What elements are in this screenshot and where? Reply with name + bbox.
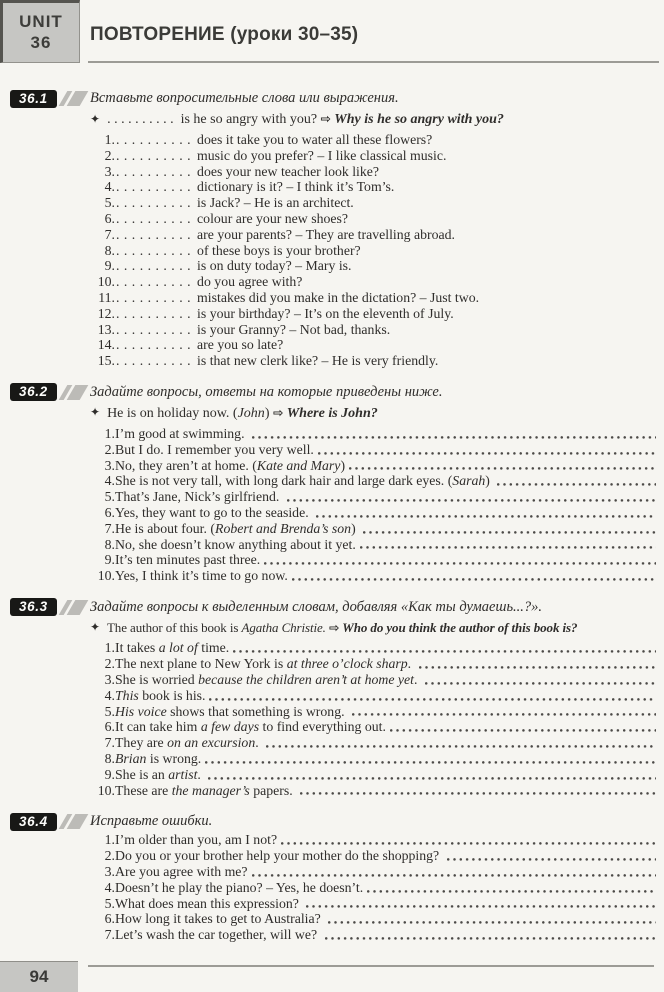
dotted-leader xyxy=(367,890,656,893)
item-number: 5. xyxy=(104,895,115,911)
dotted-leader xyxy=(360,546,656,549)
item-text xyxy=(197,243,361,259)
item-text xyxy=(115,767,204,783)
exercise-item xyxy=(90,719,658,735)
item-text xyxy=(197,274,302,290)
item-text-segment: on an excursion xyxy=(167,735,256,751)
item-text-segment: How long it takes to get to Australia? xyxy=(115,911,325,927)
item-text-segment: Sarah xyxy=(452,473,486,489)
item-text xyxy=(197,179,394,195)
gap-dots: . . . . . . . . . . xyxy=(116,179,192,195)
item-text xyxy=(115,896,302,912)
dotted-leader xyxy=(252,436,656,439)
item-text-segment: . xyxy=(413,672,421,688)
gap-dots: . . . . . . . . . . xyxy=(116,289,192,305)
item-text-segment: artist xyxy=(168,766,198,782)
item-text-segment: ) xyxy=(351,520,360,536)
item-text xyxy=(115,442,314,458)
item-number: 13. xyxy=(97,321,115,337)
dotted-leader xyxy=(266,745,656,748)
dotted-leader xyxy=(419,666,656,669)
gap-dots: . . . . . . . . . . xyxy=(116,337,192,353)
item-number: 10. xyxy=(97,274,115,290)
item-number: 3. xyxy=(104,457,115,473)
section-number-badge: 36.2 xyxy=(10,383,57,401)
exercise-item xyxy=(90,258,658,274)
item-text-segment: music do you prefer? – I like classical music. xyxy=(197,147,447,163)
item-text-segment: do you agree with? xyxy=(197,274,303,290)
gap-dots: . . . . . . . . . . xyxy=(116,163,192,179)
item-text-segment: time. xyxy=(197,640,230,656)
exercise-item xyxy=(90,911,658,927)
item-number: 9. xyxy=(104,766,115,782)
item-text-segment: It takes xyxy=(115,640,159,656)
item-text-segment: Do you or your brother help your mother do the shopping? xyxy=(115,848,443,864)
example-text: ⇨ xyxy=(320,111,332,126)
item-text xyxy=(115,880,363,896)
item-text xyxy=(197,258,351,274)
item-text xyxy=(197,227,455,243)
item-number: 9. xyxy=(104,552,115,568)
dotted-leader xyxy=(328,921,656,924)
exercise-item xyxy=(90,164,658,180)
item-text xyxy=(115,537,356,553)
exercise-item xyxy=(90,489,658,505)
exercise-item xyxy=(90,458,658,474)
item-text-segment: colour are your new shoes? xyxy=(197,210,348,226)
section-instruction: Задайте вопросы, ответы на которые приведены ниже. xyxy=(90,383,443,400)
item-text-segment: dictionary is it? – I think it’s Tom’s. xyxy=(197,179,395,195)
item-text xyxy=(115,719,386,735)
gap-dots: . . . . . . . . . . xyxy=(116,210,192,226)
item-number: 1. xyxy=(104,832,115,848)
exercise-item xyxy=(90,640,658,656)
item-text xyxy=(197,322,390,338)
exercise-item xyxy=(90,322,658,338)
item-text xyxy=(115,783,296,799)
item-text-segment: is that new clerk like? – He is very friendly. xyxy=(197,353,439,369)
item-text-segment: She is an xyxy=(115,766,169,782)
exercise-item xyxy=(90,783,658,799)
title-rule xyxy=(88,61,659,63)
item-number: 2. xyxy=(104,147,115,163)
item-text-segment: Doesn’t he play the piano? – Yes, he doesn’t. xyxy=(115,879,364,895)
example-text: Agatha Christie. xyxy=(241,619,326,635)
gap-dots: . . . . . . . . . . xyxy=(116,195,192,211)
item-text-segment: Are you agree with me? xyxy=(115,863,248,879)
item-text-segment: Yes, they want to go to the seaside. xyxy=(115,504,313,520)
exercise-items xyxy=(90,132,658,369)
item-text-segment: are your parents? – They are travelling abroad. xyxy=(197,226,455,242)
item-text-segment: to find everything out. xyxy=(259,719,386,735)
item-text xyxy=(115,688,205,704)
item-text xyxy=(115,832,277,848)
exercise-item xyxy=(90,179,658,195)
item-number: 8. xyxy=(104,751,115,766)
exercise-item xyxy=(90,306,658,322)
item-text-segment: They are xyxy=(115,735,168,751)
item-text xyxy=(115,505,312,521)
dotted-leader xyxy=(349,467,656,470)
item-text-segment: at three o’clock sharp xyxy=(286,656,408,672)
dotted-leader xyxy=(425,682,656,685)
item-number: 7. xyxy=(104,520,115,536)
gap-dots: . . . . . . . . . . xyxy=(116,242,192,258)
item-number: 2. xyxy=(104,848,115,864)
item-number: 1. xyxy=(104,425,115,441)
item-text-segment: papers. xyxy=(249,782,297,798)
exercise-item xyxy=(90,195,658,211)
item-number: 7. xyxy=(104,735,115,751)
exercise-section-36.4 xyxy=(0,812,664,943)
exercise-item xyxy=(90,735,658,751)
exercise-section-36.3 xyxy=(0,598,664,798)
page-title: ПОВТОРЕНИЕ (уроки 30–35) xyxy=(90,24,359,45)
item-number: 8. xyxy=(104,242,115,258)
item-text xyxy=(197,306,454,322)
exercise-item xyxy=(90,337,658,353)
unit-number: 36 xyxy=(30,32,52,52)
item-text xyxy=(197,337,283,353)
item-text-segment: shows that something is wrong. xyxy=(166,703,348,719)
item-number: 6. xyxy=(104,911,115,927)
unit-number-box xyxy=(0,0,80,63)
exercise-item xyxy=(90,568,658,584)
example-text: . . . . . . . . . . is he so angry with you? xyxy=(107,112,321,127)
exercise-item xyxy=(90,880,658,896)
dotted-leader xyxy=(287,499,656,502)
exercise-item xyxy=(90,767,658,783)
dotted-leader xyxy=(447,858,656,861)
item-text-segment: What does mean this expression? xyxy=(115,895,303,911)
gap-dots: . . . . . . . . . . xyxy=(116,353,192,369)
example-text: Why is he so angry with you? xyxy=(331,112,504,127)
item-text-segment: Yes, I think it’s time to go now. xyxy=(115,568,288,584)
item-number: 5. xyxy=(104,489,115,505)
item-text-segment: The next plane to New York is xyxy=(115,656,287,672)
item-text-segment: But I do. I remember you very well. xyxy=(115,441,314,457)
item-text-segment: It can take him xyxy=(115,719,201,735)
gap-dots: . . . . . . . . . . xyxy=(116,147,192,163)
section-badge xyxy=(10,599,84,616)
gap-dots: . . . . . . . . . . xyxy=(116,258,192,274)
item-number: 3. xyxy=(104,672,115,688)
item-text-segment: No, they aren’t at home. ( xyxy=(115,457,257,473)
item-number: 1. xyxy=(104,132,115,147)
section-number-badge: 36.4 xyxy=(10,813,57,831)
example-text: Who do you think the author of this book is? xyxy=(339,619,578,635)
exercise-item xyxy=(90,704,658,720)
exercise-item xyxy=(90,537,658,553)
exercise-item xyxy=(90,227,658,243)
item-text-segment: It’s ten minutes past three. xyxy=(115,552,261,568)
example-text: John xyxy=(237,405,265,421)
example-line xyxy=(90,109,658,129)
item-number: 14. xyxy=(97,337,115,353)
dotted-leader xyxy=(252,874,656,877)
item-text xyxy=(115,751,201,767)
exercise-item xyxy=(90,688,658,704)
item-text-segment: book is his. xyxy=(138,687,206,703)
item-text xyxy=(115,568,288,584)
item-number: 8. xyxy=(104,536,115,552)
item-text-segment: is Jack? – He is an architect. xyxy=(197,195,354,211)
item-number: 6. xyxy=(104,719,115,735)
item-text-segment: ) xyxy=(485,473,494,489)
exercise-section-36.1 xyxy=(0,89,664,369)
item-text-segment: Let’s wash the car together, will we? xyxy=(115,927,321,943)
dotted-leader xyxy=(306,905,656,908)
item-number: 1. xyxy=(104,640,115,656)
example-star-icon: ✦ xyxy=(90,620,100,635)
item-text-segment: mistakes did you make in the dictation? – Just two. xyxy=(197,289,480,305)
exercise-item xyxy=(90,521,658,537)
gap-dots: . . . . . . . . . . xyxy=(116,305,192,321)
exercise-item xyxy=(90,426,658,442)
exercise-item xyxy=(90,274,658,290)
item-text-segment: because the children aren’t at home yet xyxy=(198,672,414,688)
item-text xyxy=(115,640,229,656)
item-text xyxy=(115,656,415,672)
item-text-segment: She is not very tall, with long dark hair and large dark eyes. ( xyxy=(115,473,453,489)
item-number: 10. xyxy=(97,568,115,584)
dotted-leader xyxy=(264,562,656,565)
item-text xyxy=(197,353,438,369)
gap-dots: . . . . . . . . . . xyxy=(116,226,192,242)
dotted-leader xyxy=(205,761,656,764)
item-number: 9. xyxy=(104,258,115,274)
footer-rule xyxy=(88,965,654,967)
exercise-item xyxy=(90,353,658,369)
section-badge xyxy=(10,813,84,830)
item-text-segment: That’s Jane, Nick’s girlfriend. xyxy=(115,489,283,505)
item-text xyxy=(115,704,348,720)
item-number: 10. xyxy=(97,782,115,798)
item-text xyxy=(197,195,354,211)
item-number: 6. xyxy=(104,210,115,226)
item-number: 6. xyxy=(104,504,115,520)
item-text xyxy=(197,148,446,164)
dotted-leader xyxy=(292,578,656,581)
item-text xyxy=(115,552,260,568)
example-text: ⇨ xyxy=(329,619,340,635)
dotted-leader xyxy=(325,937,656,940)
item-number: 4. xyxy=(104,179,115,195)
exercise-item xyxy=(90,473,658,489)
exercise-item xyxy=(90,148,658,164)
page-number: 94 xyxy=(29,967,49,986)
item-text-segment: . xyxy=(197,766,205,782)
exercise-item xyxy=(90,132,658,148)
dotted-leader xyxy=(300,792,656,795)
exercise-section-36.2 xyxy=(0,383,664,584)
item-text xyxy=(115,848,443,864)
item-number: 3. xyxy=(104,163,115,179)
item-number: 7. xyxy=(104,226,115,242)
unit-label: UNIT xyxy=(19,11,63,31)
dotted-leader xyxy=(208,777,656,780)
item-number: 4. xyxy=(104,687,115,703)
dotted-leader xyxy=(363,531,656,534)
exercise-item xyxy=(90,290,658,306)
item-text-segment: does it take you to water all these flowers? xyxy=(197,132,433,147)
item-text-segment: His voice xyxy=(115,703,167,719)
section-badge xyxy=(10,384,84,401)
dotted-leader xyxy=(390,729,656,732)
exercise-item xyxy=(90,751,658,767)
exercise-item xyxy=(90,505,658,521)
item-text xyxy=(115,521,359,537)
item-number: 12. xyxy=(97,305,115,321)
item-text-segment: I’m older than you, am I not? xyxy=(115,832,278,848)
item-text-segment: She is worried xyxy=(115,672,199,688)
item-text-segment: a lot of xyxy=(158,640,198,656)
dotted-leader xyxy=(281,842,656,845)
exercise-item xyxy=(90,211,658,227)
item-number: 15. xyxy=(97,353,115,369)
item-text-segment: . xyxy=(407,656,415,672)
exercise-item xyxy=(90,848,658,864)
item-text xyxy=(115,864,248,880)
item-text xyxy=(115,426,248,442)
item-text xyxy=(197,211,348,227)
section-instruction: Исправьте ошибки. xyxy=(90,813,213,830)
item-text-segment: is your birthday? – It’s on the eleventh of July. xyxy=(197,305,454,321)
example-text: He is on holiday now. ( xyxy=(107,405,238,421)
item-text-segment: is on duty today? – Mary is. xyxy=(197,258,352,274)
item-number: 7. xyxy=(104,927,115,943)
item-number: 5. xyxy=(104,703,115,719)
exercise-item xyxy=(90,552,658,568)
dotted-leader xyxy=(352,713,656,716)
item-text-segment: . xyxy=(255,735,263,751)
item-text-segment: Brian xyxy=(115,751,147,766)
item-text-segment: Robert and Brenda’s son xyxy=(215,520,352,536)
exercise-item xyxy=(90,896,658,912)
gap-dots: . . . . . . . . . . xyxy=(116,132,192,147)
exercise-item xyxy=(90,672,658,688)
item-text-segment: is your Granny? – Not bad, thanks. xyxy=(197,321,391,337)
section-number-badge: 36.1 xyxy=(10,90,57,108)
exercise-item xyxy=(90,656,658,672)
page-number-box xyxy=(0,961,78,992)
item-text-segment: This xyxy=(115,687,139,703)
item-text-segment: does your new teacher look like? xyxy=(197,163,380,179)
item-text xyxy=(115,735,262,751)
item-text-segment: of these boys is your brother? xyxy=(197,242,361,258)
item-text xyxy=(197,132,432,148)
exercise-items xyxy=(90,832,658,943)
exercise-item xyxy=(90,832,658,848)
sections xyxy=(0,64,664,943)
example-star-icon: ✦ xyxy=(90,111,101,126)
gap-dots: . . . . . . . . . . xyxy=(116,321,192,337)
item-number: 11. xyxy=(98,289,115,305)
item-number: 2. xyxy=(104,441,115,457)
dotted-leader xyxy=(209,698,656,701)
example-text: ⇨ xyxy=(272,404,284,420)
dotted-leader xyxy=(316,515,656,518)
exercise-items xyxy=(90,640,658,798)
gap-dots: . . . . . . . . . . xyxy=(116,274,192,290)
dotted-leader xyxy=(318,452,656,455)
example-text: ) xyxy=(264,405,273,421)
item-text xyxy=(115,473,493,489)
item-text xyxy=(197,290,479,306)
item-text-segment: He is about four. ( xyxy=(115,520,216,536)
item-text-segment: a few days xyxy=(200,719,260,735)
item-text-segment: is wrong. xyxy=(146,751,202,766)
item-text xyxy=(115,489,283,505)
example-line xyxy=(90,403,658,423)
exercise-item xyxy=(90,864,658,880)
exercise-item xyxy=(90,927,658,943)
section-instruction: Вставьте вопросительные слова или выражения. xyxy=(90,90,399,106)
section-badge xyxy=(10,90,84,107)
exercise-item xyxy=(90,442,658,458)
item-text-segment: ) xyxy=(340,457,346,473)
dotted-leader xyxy=(497,483,656,486)
section-number-badge: 36.3 xyxy=(10,598,57,616)
item-text xyxy=(115,911,324,927)
dotted-leader xyxy=(233,650,656,653)
example-text: The author of this book is xyxy=(106,619,242,635)
exercise-items xyxy=(90,426,658,584)
item-number: 4. xyxy=(104,879,115,895)
item-text xyxy=(115,458,345,474)
item-text xyxy=(115,927,321,943)
example-star-icon: ✦ xyxy=(90,405,101,420)
item-number: 3. xyxy=(104,863,115,879)
section-instruction: Задайте вопросы к выделенным словам, добавляя «Как ты думаешь...?». xyxy=(90,598,543,615)
item-number: 4. xyxy=(104,473,115,489)
item-text-segment: are you so late? xyxy=(197,337,284,353)
item-number: 2. xyxy=(104,656,115,672)
item-text-segment: Kate and Mary xyxy=(256,457,341,473)
item-number: 5. xyxy=(104,195,115,211)
item-text xyxy=(197,164,379,180)
item-text-segment: I’m good at swimming. xyxy=(115,425,248,441)
exercise-item xyxy=(90,243,658,259)
item-text-segment: the manager’s xyxy=(171,782,250,798)
item-text xyxy=(115,672,421,688)
item-text-segment: These are xyxy=(115,782,172,798)
example-text: Where is John? xyxy=(283,405,378,421)
item-text-segment: No, she doesn’t know anything about it yet. xyxy=(115,536,356,552)
example-line xyxy=(90,618,658,638)
